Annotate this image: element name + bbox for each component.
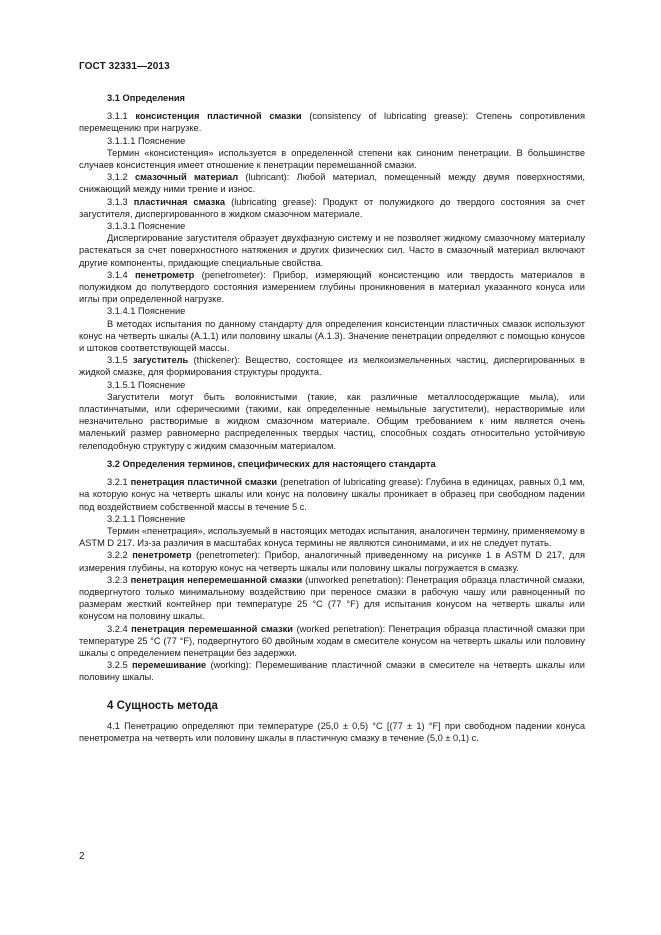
- page-content: [79, 92, 585, 744]
- definition-text: (penetrometer): Прибор, измеряющий консистенцию или твердость материалов в полужидком до полутвердого состояния измерением глубины проникновения в материал указанного конуса или иглы при определенной нагрузке.: [79, 269, 585, 305]
- note-label: 3.1.3.1 Пояснение: [107, 221, 186, 232]
- clause-4-1: 4.1 Пенетрацию определяют при температуре (25,0 ± 0,5) °С [(77 ± 1) °F] при свободном падении конуса пенетрометра на четверть или половину шкалы в пластичную смазку в течение (5,0 ± 0,1) с.: [79, 720, 585, 743]
- clause-3-1-4: [79, 269, 585, 306]
- definition-text: (lubricant): Любой материал, помещенный между двумя поверхностями, снижающий между ними трение и износ.: [79, 172, 585, 195]
- definition-text: (consistency of lubricating grease): Степень сопротивления перемещению при нагрузке.: [79, 111, 585, 134]
- clause-number: 3.1.5: [107, 355, 133, 366]
- note-label: 3.1.4.1 Пояснение: [107, 306, 186, 317]
- clause-3-1-5: [79, 354, 585, 378]
- clause-number: 3.1.4: [107, 269, 135, 280]
- clause-3-1-2: [79, 171, 585, 195]
- term: загуститель: [132, 355, 189, 366]
- section-3-2-heading: 3.2 Определения терминов, специфических для настоящего стандарта: [107, 458, 436, 469]
- clause-number: 3.2.2: [107, 550, 133, 561]
- clause-3-2-1: [79, 476, 585, 513]
- term: перемешивание: [131, 660, 207, 671]
- clause-number: 3.2.1: [107, 477, 131, 488]
- definition-text: (penetrometer): Прибор, аналогичный приведенному на рисунке 1 в ASTM D 217, для измерения глубины, на которую конус на четверть шкалы или половину шкалы погружается в смазку.: [79, 550, 586, 573]
- definition-text: (worked penetration): Пенетрация образца пластичной смазки при температуре 25 °С (77 °F), подвергнутого 60 двойным ходам в смесителе конусом на четверть шкалы или половину шкалы с определением пенетрации без задержки.: [79, 623, 585, 658]
- clause-number: 3.2.3: [107, 574, 131, 585]
- definition-text: (working): Перемешивание пластичной смазки в смесителе на четверть шкалы или половину шкалы.: [79, 660, 585, 683]
- clause-number: 3.1.3: [107, 196, 134, 207]
- note-text: Термин «консистенция» используется в определенной степени как синоним пенетрации. В большинстве случаев консистенция имеет отношение к пенетрации перемешанной смазки.: [79, 147, 585, 171]
- clause-number: 3.2.5: [107, 660, 132, 671]
- clause-3-1-3: [79, 196, 585, 220]
- definition-text: (lubricating grease): Продукт от полужидкого до твердого состояния за счет загустителя, диспергированного в жидком смазочном материале.: [79, 196, 585, 219]
- term: пенетрометр: [134, 269, 195, 280]
- note-label: 3.1.1.1 Пояснение: [107, 135, 186, 146]
- term: смазочный материал: [134, 172, 239, 183]
- clause-number: 3.1.1: [107, 111, 136, 122]
- clause-3-2-4: [79, 623, 585, 660]
- section-4-heading: 4 Сущность метода: [107, 699, 218, 712]
- clause-number: 3.2.4: [107, 623, 132, 634]
- standard-header: ГОСТ 32331—2013: [79, 61, 170, 72]
- term: консистенция пластичной смазки: [135, 111, 302, 122]
- note-label: 3.2.1.1 Пояснение: [107, 513, 186, 524]
- section-3-1-heading: 3.1 Определения: [107, 93, 185, 103]
- note-text: В методах испытания по данному стандарту для определения консистенции пластичных смазок используют конус на четверть шкалы (А.1.1) или половину шкалы (А.1.3). Значение пенетрации определяют с помощью конусов и штоков соответствующей массы.: [79, 318, 585, 354]
- definition-text: (thickener): Вещество, состоящее из мелкоизмельченных частиц, диспергированных в жидкой смазке, для формирования структуры продукта.: [79, 355, 585, 378]
- clause-3-1-1: [79, 110, 585, 134]
- note-text: Загустители могут быть волокнистыми (такие, как различные металлосодержащие мыла), или пластинчатыми, или сферическими (такими, как определенные немыльные загустители), нерастворимые или незначительно растворимые в жидком смазочном материале. Общим требованием к ним является очень маленький размер равномерно распределенных твердых частиц, способных создать относительно устойчивую гелеподобную структуру с жидким смазочным материалом.: [79, 391, 585, 451]
- page-number: 2: [79, 851, 85, 862]
- note-text: Диспергирование загустителя образует двухфазную систему и не позволяет жидкому смазочному материалу растекаться за счет поверхностного натяжения и других физических сил. Часто в смазочный материал включают другие компоненты, придающие специальные свойства.: [79, 233, 585, 268]
- term: пенетрация неперемешанной смазки: [130, 574, 303, 585]
- term: пенетрация перемешанной смазки: [131, 623, 294, 634]
- note-label: 3.1.5.1 Пояснение: [107, 379, 186, 390]
- note-text: Термин «пенетрация», используемый в настоящих методах испытания, аналогичен термину, применяемому в ASTM D 217. Из-за различия в масштабах конуса термины не являются синонимами, и их не следует путать.: [79, 525, 585, 549]
- definition-text: (unworked penetration): Пенетрация образца пластичной смазки, подвергнутого только минимальному воздействию при переносе смазки в рабочую чашу или равноценный по размерам жесткий контейнер при температуре 25 °С (77 °F) для испытания конусом на четверть шкалы или конусом на половину шкалы.: [79, 574, 585, 622]
- clause-3-2-2: [79, 549, 585, 573]
- term: пенетрация пластичной смазки: [130, 477, 278, 488]
- term: пенетрометр: [132, 550, 192, 561]
- clause-3-2-5: [79, 659, 585, 683]
- clause-3-2-3: [79, 574, 585, 623]
- term: пластичная смазка: [133, 196, 226, 207]
- definition-text: (penetration of lubricating grease): Глубина в единицах, равных 0,1 мм, на которую конус на четверть шкалы или конус на половину шкалы проникает в образец при свободном падении под воздействием собственной массы в течение 5 с.: [79, 477, 586, 512]
- clause-number: 3.1.2: [107, 172, 135, 183]
